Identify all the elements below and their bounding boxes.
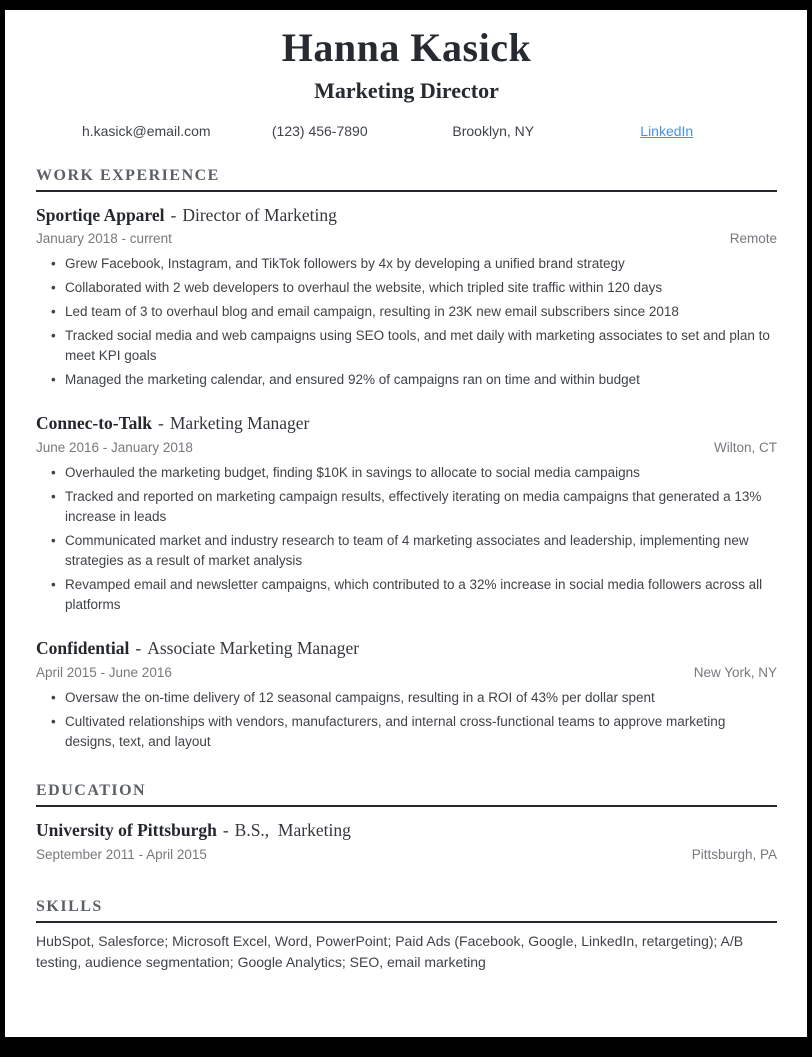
heading-separator: - [222, 819, 229, 840]
resume-header [36, 24, 777, 139]
resume-page [5, 10, 807, 1037]
job-role: Marketing Manager [169, 413, 310, 434]
job-meta [36, 231, 777, 246]
job-location: Remote [729, 231, 777, 247]
bullet-item: • Managed the marketing calendar, and ensured 92% of campaigns ran on time and within budget [65, 370, 777, 390]
education-section [36, 782, 777, 862]
work-experience-heading: WORK EXPERIENCE [36, 167, 777, 192]
contact-phone: (123) 456-7890 [271, 122, 368, 139]
job-entry-connec-to-talk [36, 412, 777, 615]
bullet-item: • Cultivated relationships with vendors, manufacturers, and internal cross-functional teams to approve marketing designs, text, and layout [65, 712, 777, 752]
bullet-item: • Led team of 3 to overhaul blog and email campaign, resulting in 23K new email subscribers since 2018 [65, 302, 777, 322]
bullet-item: • Tracked social media and web campaigns using SEO tools, and met daily with marketing associates to set and plan to meet KPI goals [65, 326, 777, 366]
job-bullets [36, 688, 777, 752]
skills-text: HubSpot, Salesforce; Microsoft Excel, Word, PowerPoint; Paid Ads (Facebook, Google, LinkedIn, retargeting); A/B testing, audience segmentation; Google Analytics; SEO, email marketing [36, 932, 744, 970]
education-school: University of Pittsburgh [36, 819, 217, 840]
bullet-item: • Communicated market and industry research to team of 4 marketing associates and leadership, implementing new strategies as a result of market analysis [65, 531, 777, 571]
person-job-title: Marketing Director [314, 78, 499, 103]
job-bullets [36, 463, 777, 615]
job-company: Confidential [36, 638, 130, 659]
job-location: New York, NY [693, 664, 777, 680]
heading-separator: - [170, 204, 177, 225]
job-meta [36, 665, 777, 680]
bullet-item: • Revamped email and newsletter campaigns, which contributed to a 32% increase in social media followers across all platforms [65, 575, 777, 615]
job-dates: June 2016 - January 2018 [36, 440, 193, 456]
person-name: Hanna Kasick [281, 25, 532, 70]
job-entry-confidential [36, 637, 777, 752]
job-location: Wilton, CT [713, 440, 777, 456]
work-experience-section [36, 167, 777, 752]
job-meta [36, 440, 777, 455]
bullet-item: • Oversaw the on-time delivery of 12 seasonal campaigns, resulting in a ROI of 43% per dollar spent [65, 688, 777, 708]
education-meta [36, 847, 777, 862]
skills-heading: SKILLS [36, 898, 777, 923]
contact-location: Brooklyn, NY [452, 122, 535, 139]
education-location: Pittsburgh, PA [691, 846, 777, 862]
skills-section [36, 898, 777, 973]
education-dates: September 2011 - April 2015 [36, 846, 207, 862]
bullet-item: • Tracked and reported on marketing campaign results, effectively iterating on media campaigns that generated a 13% increase in leads [65, 487, 777, 527]
job-bullets [36, 254, 777, 390]
job-entry-sportiqe [36, 204, 777, 391]
bullet-item: • Grew Facebook, Instagram, and TikTok followers by 4x by developing a unified brand strategy [65, 254, 777, 274]
job-heading [36, 204, 777, 227]
contact-email: h.kasick@email.com [81, 122, 211, 139]
job-role: Director of Marketing [182, 204, 337, 225]
education-degree: B.S., Marketing [234, 819, 351, 840]
linkedin-link[interactable]: LinkedIn [640, 122, 694, 139]
job-dates: April 2015 - June 2016 [36, 664, 172, 680]
education-entry-heading [36, 819, 777, 842]
education-entry [36, 819, 777, 862]
heading-separator: - [135, 638, 142, 659]
job-heading [36, 637, 777, 660]
job-company: Connec-to-Talk [36, 413, 153, 434]
education-heading: EDUCATION [36, 782, 777, 807]
job-dates: January 2018 - current [36, 231, 172, 247]
bullet-item: • Overhauled the marketing budget, finding $10K in savings to allocate to social media campaigns [65, 463, 777, 483]
job-company: Sportiqe Apparel [36, 204, 165, 225]
contact-row [60, 123, 754, 139]
job-heading [36, 412, 777, 435]
heading-separator: - [158, 413, 164, 434]
job-role: Associate Marketing Manager [147, 638, 360, 659]
bullet-item: • Collaborated with 2 web developers to overhaul the website, which tripled site traffic within 120 days [65, 278, 777, 298]
